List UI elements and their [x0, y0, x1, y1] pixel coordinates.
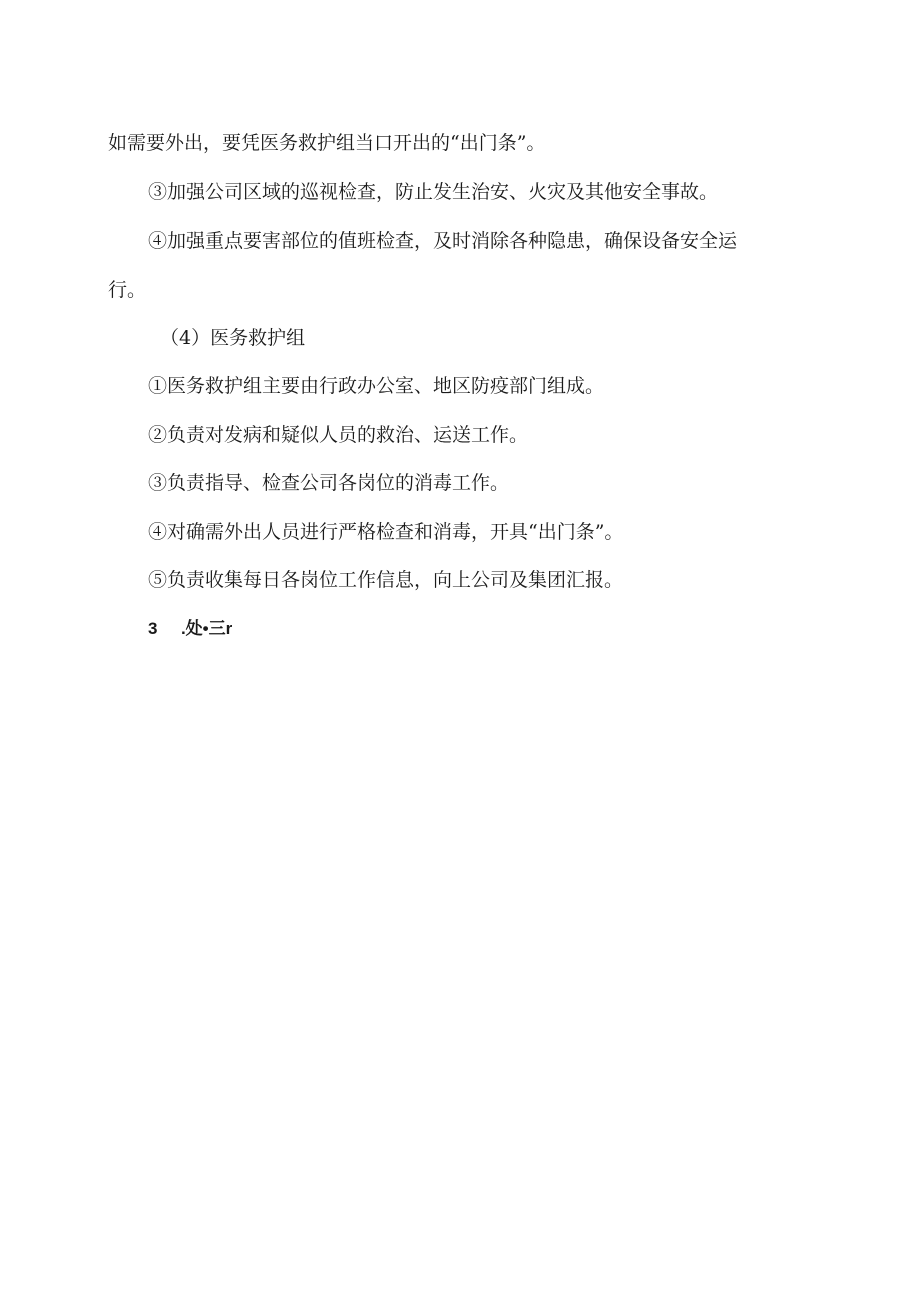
list-item: ①医务救护组主要由行政办公室、地区防疫部门组成。: [148, 375, 605, 397]
list-item: ④加强重点要害部位的值班检查，及时消除各种隐患，确保设备安全运: [148, 230, 738, 252]
list-item: ③负责指导、检查公司各岗位的消毒工作。: [148, 472, 510, 494]
list-item: ④对确需外出人员进行严格检查和消毒，开具“出门条”。: [148, 521, 624, 543]
section-heading: [148, 617, 828, 641]
paragraph-line: 如需要外出，要凭医务救护组当口开出的“出门条”。: [108, 132, 546, 154]
section-title: .处•三r: [180, 619, 233, 638]
section-number: 3: [148, 619, 158, 638]
list-item: ⑤负责收集每日各岗位工作信息，向上公司及集团汇报。: [148, 569, 624, 591]
list-item: ②负责对发病和疑似人员的救治、运送工作。: [148, 424, 529, 446]
list-item: ③加强公司区域的巡视检查，防止发生治安、火灾及其他安全事故。: [148, 181, 719, 203]
subsection-heading: （4）医务救护组: [160, 327, 306, 349]
paragraph-line: 行。: [108, 279, 147, 301]
